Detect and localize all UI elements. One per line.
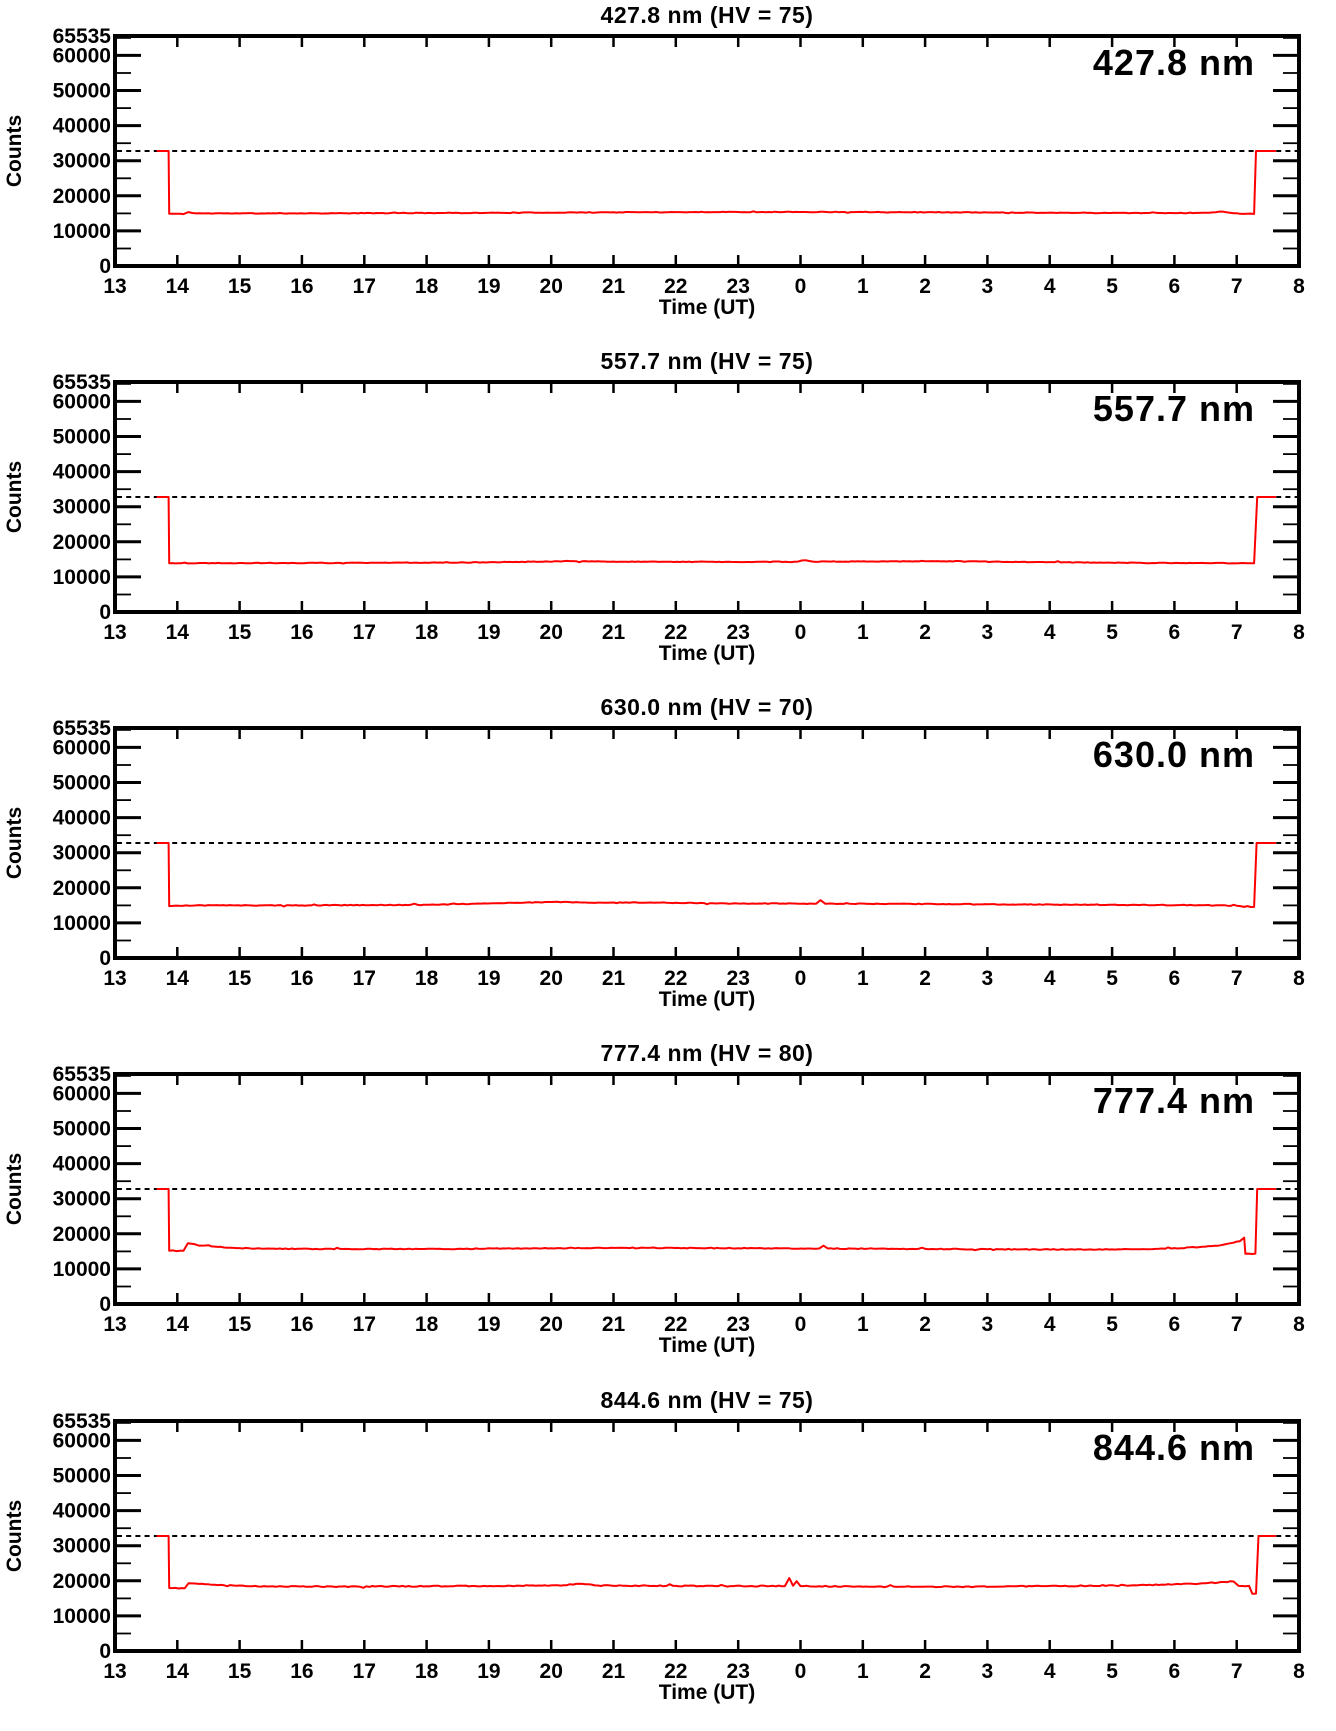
y-tick-label: 10000 (52, 911, 111, 935)
y-tick-label: 40000 (52, 114, 111, 138)
x-tick-label: 3 (981, 967, 994, 990)
y-tick-label: 65535 (52, 25, 111, 48)
x-tick-label: 17 (352, 1313, 376, 1336)
x-tick-label: 16 (290, 967, 314, 990)
x-tick-label: 8 (1293, 967, 1305, 990)
y-tick-label: 0 (99, 601, 111, 624)
y-tick-label: 40000 (52, 460, 111, 484)
x-axis-label: Time (UT) (658, 642, 756, 665)
y-tick-label: 20000 (52, 876, 111, 900)
x-tick-label: 7 (1230, 1313, 1243, 1336)
x-tick-label: 0 (794, 621, 807, 644)
x-tick-label: 2 (919, 1660, 931, 1683)
x-tick-label: 5 (1106, 1660, 1118, 1683)
x-tick-label: 18 (414, 1660, 439, 1683)
x-tick-label: 22 (664, 275, 688, 298)
x-tick-label: 17 (352, 275, 376, 298)
x-tick-label: 15 (227, 275, 252, 298)
x-tick-label: 3 (981, 621, 994, 644)
wavelength-label: 630.0 nm (1092, 734, 1255, 775)
x-tick-label: 19 (477, 275, 501, 298)
y-tick-label: 50000 (52, 79, 111, 103)
x-tick-label: 23 (726, 967, 750, 990)
y-tick-label: 20000 (52, 184, 111, 208)
y-tick-label: 65535 (52, 717, 111, 740)
y-axis-label: Counts (3, 460, 26, 534)
x-axis-label: Time (UT) (658, 296, 756, 319)
x-tick-label: 21 (601, 1660, 626, 1683)
x-tick-label: 8 (1293, 275, 1305, 298)
x-tick-label: 1 (856, 1660, 869, 1683)
wavelength-label: 427.8 nm (1092, 42, 1255, 83)
x-tick-label: 14 (165, 1313, 189, 1336)
x-tick-label: 22 (664, 967, 688, 990)
x-tick-label: 16 (290, 275, 314, 298)
x-tick-label: 1 (856, 967, 869, 990)
x-tick-label: 7 (1230, 1660, 1243, 1683)
x-tick-label: 20 (539, 1313, 563, 1336)
x-tick-label: 15 (227, 1660, 252, 1683)
x-tick-label: 23 (726, 1313, 750, 1336)
y-tick-label: 50000 (52, 1464, 111, 1488)
panel-title: 427.8 nm (HV = 75) (600, 2, 814, 28)
y-tick-label: 20000 (52, 1222, 111, 1246)
x-tick-label: 0 (794, 275, 807, 298)
x-tick-label: 18 (414, 967, 439, 990)
x-tick-label: 3 (981, 1313, 994, 1336)
x-tick-label: 1 (856, 621, 869, 644)
x-tick-label: 18 (414, 621, 439, 644)
x-tick-label: 2 (919, 967, 931, 990)
y-tick-label: 0 (99, 255, 111, 278)
y-tick-label: 30000 (52, 1534, 111, 1558)
x-tick-label: 3 (981, 1660, 994, 1683)
x-tick-label: 13 (103, 275, 127, 298)
x-tick-label: 20 (539, 967, 563, 990)
x-tick-label: 4 (1043, 275, 1056, 298)
y-tick-label: 30000 (52, 495, 111, 519)
y-tick-label: 60000 (52, 1429, 111, 1453)
chart-panel-630 (0, 692, 1336, 1038)
y-tick-label: 10000 (52, 1604, 111, 1628)
x-tick-label: 19 (477, 967, 501, 990)
y-tick-label: 10000 (52, 1257, 111, 1281)
y-tick-label: 10000 (52, 219, 111, 243)
x-tick-label: 6 (1168, 621, 1181, 644)
x-tick-label: 13 (103, 621, 127, 644)
x-tick-label: 3 (981, 275, 994, 298)
x-tick-label: 13 (103, 967, 127, 990)
x-tick-label: 19 (477, 1660, 501, 1683)
y-tick-label: 50000 (52, 425, 111, 449)
x-tick-label: 15 (227, 621, 252, 644)
y-tick-label: 30000 (52, 149, 111, 173)
chart-panel-777 (0, 1038, 1336, 1384)
x-tick-label: 20 (539, 275, 563, 298)
x-tick-label: 5 (1106, 621, 1118, 644)
y-tick-label: 40000 (52, 1152, 111, 1176)
x-tick-label: 4 (1043, 621, 1056, 644)
x-tick-label: 4 (1043, 967, 1056, 990)
y-axis-label: Counts (3, 1499, 26, 1573)
y-axis-label: Counts (3, 114, 26, 188)
x-tick-label: 8 (1293, 1660, 1305, 1683)
y-tick-label: 65535 (52, 371, 111, 394)
y-tick-label: 0 (99, 1640, 111, 1663)
x-tick-label: 7 (1230, 275, 1243, 298)
panel-title: 557.7 nm (HV = 75) (600, 348, 814, 374)
x-tick-label: 14 (165, 621, 189, 644)
x-tick-label: 6 (1168, 967, 1181, 990)
panel-title: 777.4 nm (HV = 80) (600, 1040, 814, 1066)
x-axis-label: Time (UT) (658, 1681, 756, 1704)
data-line (157, 843, 1275, 907)
x-axis-label: Time (UT) (658, 988, 756, 1011)
wavelength-label: 777.4 nm (1092, 1080, 1255, 1121)
y-axis-label: Counts (3, 1152, 26, 1226)
y-tick-label: 65535 (52, 1410, 111, 1433)
x-tick-label: 15 (227, 1313, 252, 1336)
data-line (157, 1536, 1275, 1594)
y-tick-label: 30000 (52, 1187, 111, 1211)
chart-panel-844 (0, 1385, 1336, 1731)
panel-title: 844.6 nm (HV = 75) (600, 1387, 814, 1413)
x-tick-label: 5 (1106, 967, 1118, 990)
y-tick-label: 20000 (52, 1569, 111, 1593)
x-tick-label: 6 (1168, 1313, 1181, 1336)
x-tick-label: 14 (165, 1660, 189, 1683)
x-tick-label: 0 (794, 967, 807, 990)
wavelength-label: 844.6 nm (1092, 1427, 1255, 1468)
x-tick-label: 6 (1168, 275, 1181, 298)
x-tick-label: 22 (664, 1660, 688, 1683)
y-tick-label: 20000 (52, 530, 111, 554)
x-tick-label: 6 (1168, 1660, 1181, 1683)
x-axis-label: Time (UT) (658, 1334, 756, 1357)
x-tick-label: 22 (664, 621, 688, 644)
x-tick-label: 17 (352, 621, 376, 644)
x-tick-label: 16 (290, 1660, 314, 1683)
data-line (157, 497, 1275, 564)
y-tick-label: 60000 (52, 1082, 111, 1106)
x-tick-label: 13 (103, 1660, 127, 1683)
x-tick-label: 20 (539, 621, 563, 644)
y-tick-label: 60000 (52, 390, 111, 414)
x-tick-label: 5 (1106, 1313, 1118, 1336)
x-tick-label: 14 (165, 967, 189, 990)
chart-panel-427 (0, 0, 1336, 346)
wavelength-label: 557.7 nm (1092, 388, 1255, 429)
x-tick-label: 23 (726, 1660, 750, 1683)
x-tick-label: 1 (856, 1313, 869, 1336)
x-tick-label: 8 (1293, 1313, 1305, 1336)
x-tick-label: 18 (414, 275, 439, 298)
y-tick-label: 40000 (52, 806, 111, 830)
x-tick-label: 1 (856, 275, 869, 298)
x-tick-label: 4 (1043, 1313, 1056, 1336)
x-tick-label: 8 (1293, 621, 1305, 644)
x-tick-label: 19 (477, 621, 501, 644)
x-tick-label: 16 (290, 621, 314, 644)
y-tick-label: 30000 (52, 841, 111, 865)
y-tick-label: 40000 (52, 1499, 111, 1523)
data-line (157, 151, 1275, 214)
x-tick-label: 18 (414, 1313, 439, 1336)
x-tick-label: 23 (726, 621, 750, 644)
data-line (157, 1189, 1275, 1254)
y-tick-label: 60000 (52, 44, 111, 68)
y-tick-label: 60000 (52, 736, 111, 760)
x-tick-label: 4 (1043, 1660, 1056, 1683)
y-tick-label: 65535 (52, 1063, 111, 1086)
y-tick-label: 50000 (52, 1117, 111, 1141)
x-tick-label: 14 (165, 275, 189, 298)
x-tick-label: 17 (352, 1660, 376, 1683)
x-tick-label: 5 (1106, 275, 1118, 298)
x-tick-label: 20 (539, 1660, 563, 1683)
x-tick-label: 16 (290, 1313, 314, 1336)
x-tick-label: 21 (601, 275, 626, 298)
x-tick-label: 17 (352, 967, 376, 990)
x-tick-label: 0 (794, 1660, 807, 1683)
y-tick-label: 50000 (52, 771, 111, 795)
x-tick-label: 23 (726, 275, 750, 298)
panel-title: 630.0 nm (HV = 70) (600, 694, 814, 720)
y-tick-label: 0 (99, 1293, 111, 1316)
x-tick-label: 21 (601, 621, 626, 644)
x-tick-label: 22 (664, 1313, 688, 1336)
y-tick-label: 10000 (52, 565, 111, 589)
x-tick-label: 21 (601, 967, 626, 990)
x-tick-label: 7 (1230, 621, 1243, 644)
x-tick-label: 0 (794, 1313, 807, 1336)
x-tick-label: 2 (919, 275, 931, 298)
x-tick-label: 2 (919, 1313, 931, 1336)
x-tick-label: 19 (477, 1313, 501, 1336)
x-tick-label: 2 (919, 621, 931, 644)
chart-panel-557 (0, 346, 1336, 692)
y-tick-label: 0 (99, 947, 111, 970)
x-tick-label: 13 (103, 1313, 127, 1336)
x-tick-label: 15 (227, 967, 252, 990)
y-axis-label: Counts (3, 806, 26, 880)
x-tick-label: 21 (601, 1313, 626, 1336)
x-tick-label: 7 (1230, 967, 1243, 990)
